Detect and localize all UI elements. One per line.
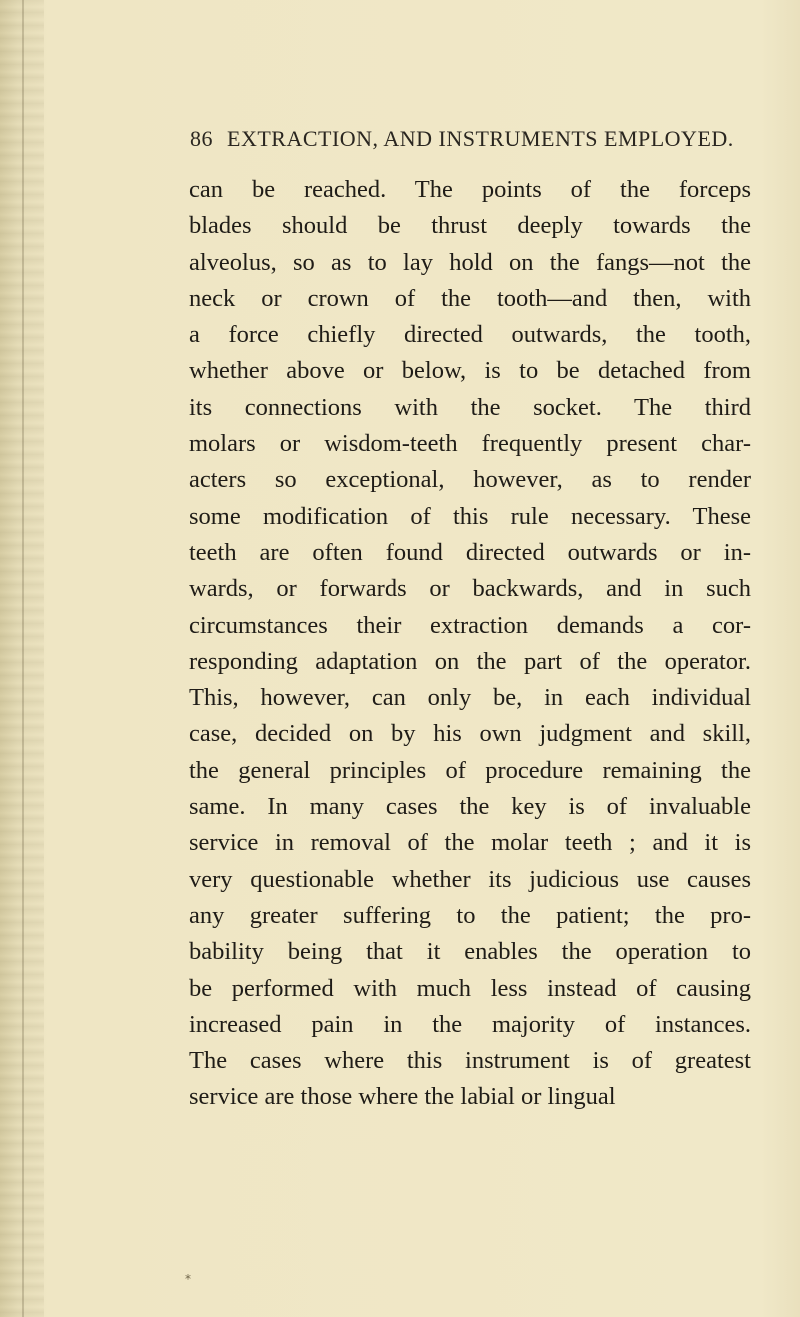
gutter-edge: [22, 0, 24, 1317]
text-line: service are those where the labial or lingual: [189, 1083, 616, 1111]
text-line: whether above or below, is to be detached from: [189, 357, 751, 385]
body-text: [189, 172, 751, 1116]
text-line: molars or wisdom-teeth frequently present char-: [189, 430, 751, 458]
text-line: its connections with the socket. The third: [189, 393, 751, 421]
text-line: circumstances their extraction demands a cor-: [189, 611, 751, 639]
text-line: be performed with much less instead of causing: [189, 974, 751, 1002]
text-line: very questionable whether its judicious use causes: [189, 865, 751, 893]
text-line: increased pain in the majority of instances.: [189, 1010, 751, 1038]
text-line: any greater suffering to the patient; the pro-: [189, 901, 751, 929]
page-number: 86: [190, 126, 213, 151]
text-line: acters so exceptional, however, as to render: [189, 466, 751, 494]
text-line: This, however, can only be, in each individual: [189, 684, 751, 712]
footer-mark: *: [185, 1272, 191, 1286]
text-line: blades should be thrust deeply towards the: [189, 212, 751, 240]
text-line: a force chiefly directed outwards, the tooth,: [189, 321, 751, 349]
text-line: neck or crown of the tooth—and then, with: [189, 284, 751, 312]
running-head-title: EXTRACTION, AND INSTRUMENTS EMPLOYED.: [227, 126, 734, 151]
text-line: wards, or forwards or backwards, and in such: [189, 575, 751, 603]
text-line: case, decided on by his own judgment and skill,: [189, 720, 751, 748]
text-line: bability being that it enables the operation to: [189, 938, 751, 966]
text-line: can be reached. The points of the forceps: [189, 176, 751, 203]
text-line: The cases where this instrument is of greatest: [189, 1047, 751, 1075]
text-line: teeth are often found directed outwards or in-: [189, 538, 751, 566]
text-line: service in removal of the molar teeth ; and it is: [189, 829, 751, 857]
text-line: some modification of this rule necessary. These: [189, 502, 751, 530]
running-header: [190, 126, 750, 152]
text-line: responding adaptation on the part of the operator.: [189, 647, 751, 675]
text-line: same. In many cases the key is of invaluable: [189, 793, 751, 821]
text-line: alveolus, so as to lay hold on the fangs—not the: [189, 248, 751, 276]
text-line: the general principles of procedure remaining the: [189, 756, 751, 784]
